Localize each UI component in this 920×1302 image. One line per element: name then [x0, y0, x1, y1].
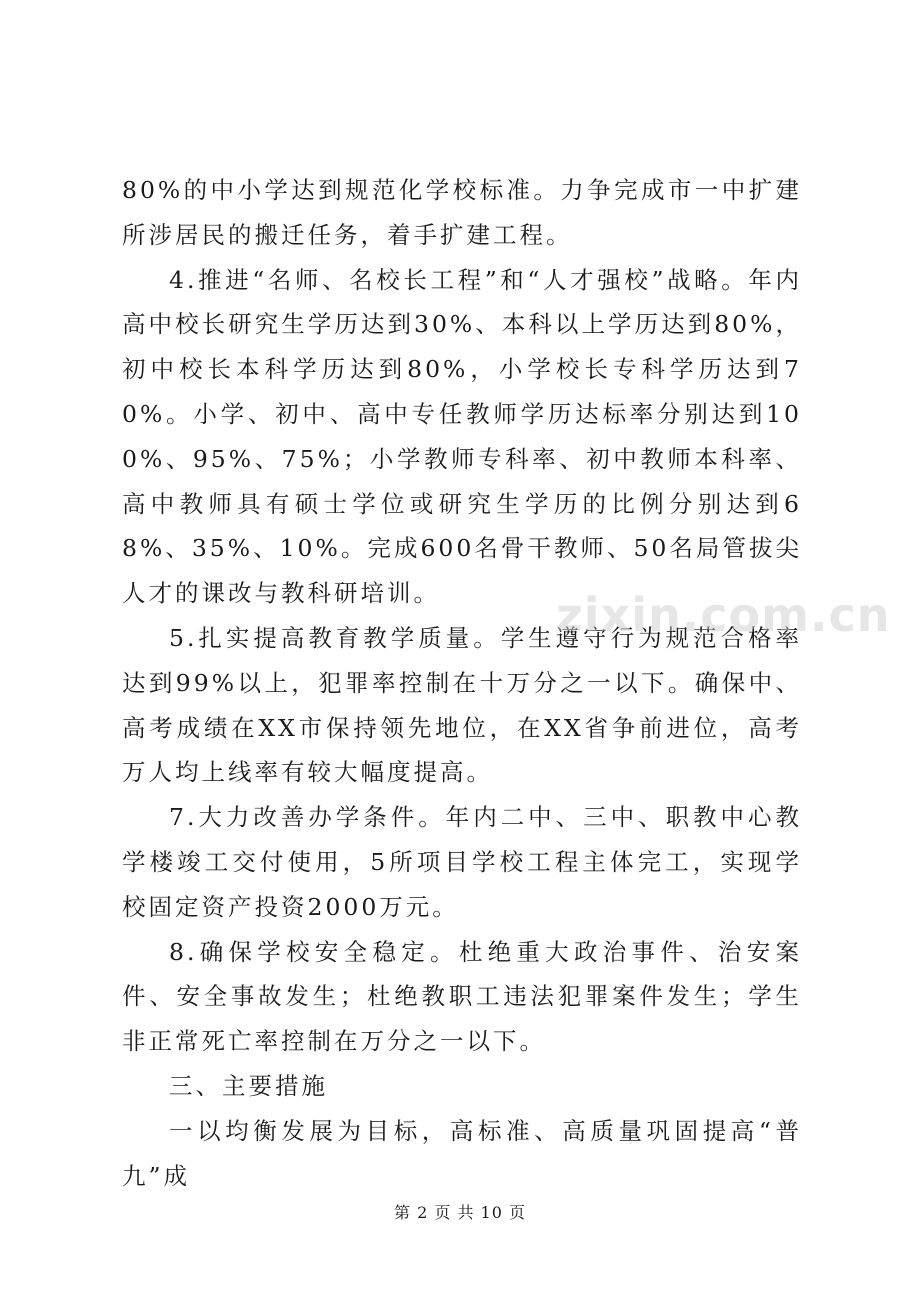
section-heading: 三、主要措施: [169, 1071, 328, 1100]
paragraph-item-5: 5.扎实提高教育教学质量。学生遵守行为规范合格率达到99%以上，犯罪率控制在十万分之一以下。确保中、高考成绩在XX市保持领先地位，在XX省争前进位，高考万人均上线率有较大幅度提高。: [122, 623, 802, 787]
paragraph-continuation: 80%的中小学达到规范化学校标准。力争完成市一中扩建所涉居民的搬迁任务，着手扩建工程。: [122, 176, 802, 249]
page-number-footer: 第 2 页 共 10 页: [394, 1203, 526, 1222]
watermark: zixin.com.cn: [556, 588, 891, 642]
document-body: [122, 168, 802, 1198]
paragraph-measures: 一以均衡发展为目标，高标准、高质量巩固提高“普九”成: [122, 1116, 802, 1190]
paragraph-item-4: 4.推进“名师、名校长工程”和“人才强校”战略。年内高中校长研究生学历达到30%、本科以上学历达到80%，初中校长本科学历达到80%，小学校长专科学历达到70%。小学、初中、高中专任教师学历达标率分别达到100%、95%、75%；小学教师专科率、初中教师本科率、高中教师具有硕士学位或研究生学历的比例分别达到68%、35%、10%。完成600名骨干教师、50名局管拔尖人才的课改与教科研培训。: [122, 265, 802, 608]
paragraph-item-8: 8.确保学校安全稳定。杜绝重大政治事件、治安案件、安全事故发生；杜绝教职工违法犯罪案件发生；学生非正常死亡率控制在万分之一以下。: [122, 937, 802, 1056]
paragraph-item-7: 7.大力改善办学条件。年内二中、三中、职教中心教学楼竣工交付使用，5所项目学校工程主体完工，实现学校固定资产投资2000万元。: [122, 803, 802, 921]
